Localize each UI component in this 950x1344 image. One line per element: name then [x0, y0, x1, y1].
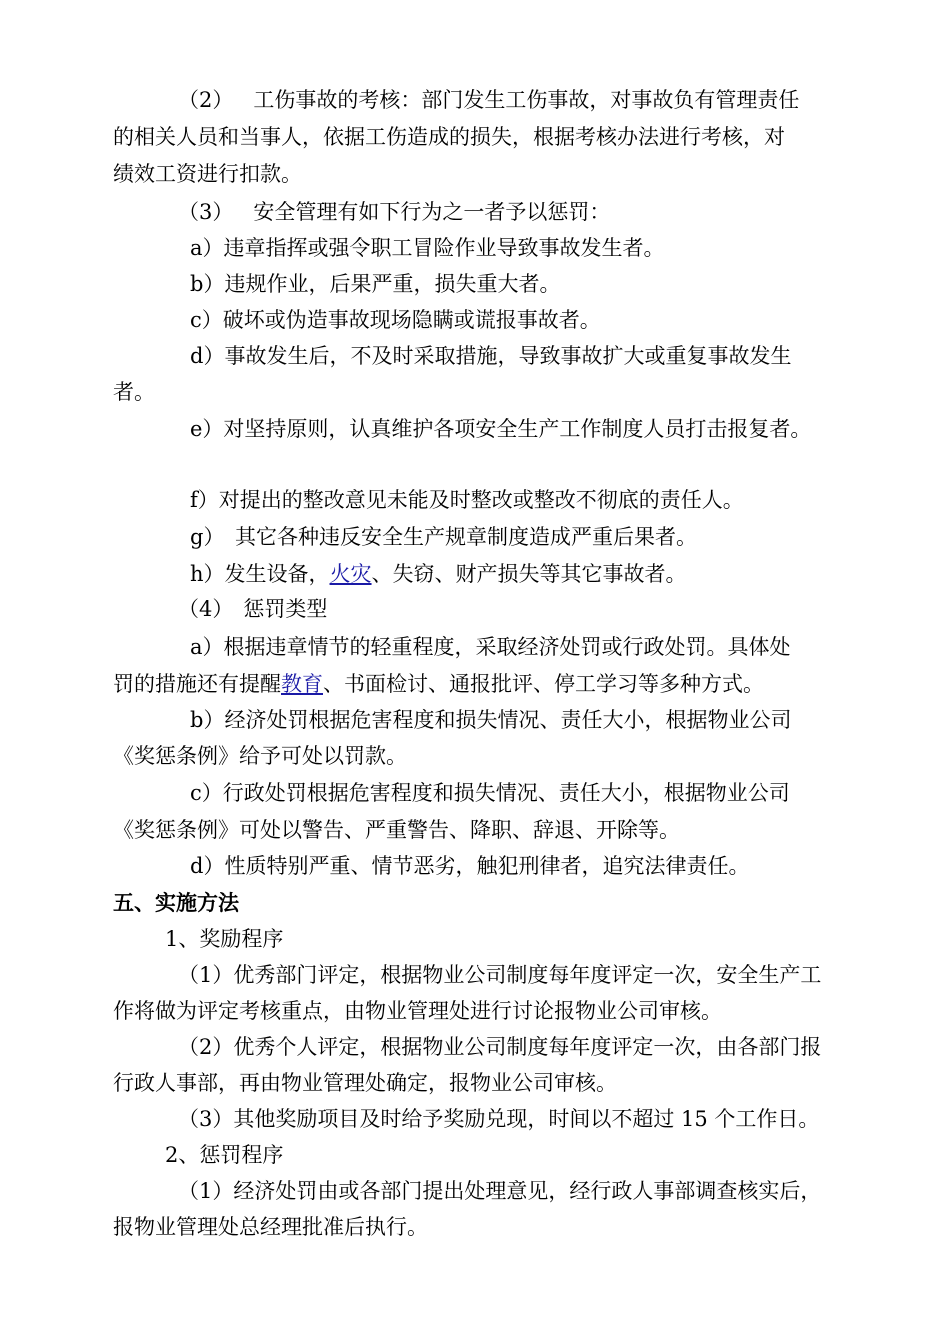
para-3-3-number: （3）	[178, 200, 234, 224]
para-3-2-line-1: （2） 工伤事故的考核：部门发生工伤事故，对事故负有管理责任	[178, 88, 800, 112]
item-3-3-c: c）破坏或伪造事故现场隐瞒或谎报事故者。	[190, 308, 601, 332]
item-3-4-b-line-2: 《奖惩条例》给予可处以罚款。	[113, 744, 407, 768]
education-link[interactable]: 教育	[281, 672, 323, 696]
reward-item-1-line-2: 作将做为评定考核重点，由物业管理处进行讨论报物业公司审核。	[113, 999, 722, 1023]
reward-item-2-line-1: （2）优秀个人评定，根据物业公司制度每年度评定一次，由各部门报	[178, 1035, 822, 1059]
item-3-3-e: e）对坚持原则，认真维护各项安全生产工作制度人员打击报复者。	[190, 417, 812, 441]
subsection-punishment-procedure: 2、惩罚程序	[165, 1143, 284, 1167]
item-3-3-a: a）违章指挥或强令职工冒险作业导致事故发生者。	[190, 236, 665, 260]
reward-item-1-line-1: （1）优秀部门评定，根据物业公司制度每年度评定一次，安全生产工	[178, 963, 822, 987]
subsection-reward-procedure: 1、奖励程序	[165, 927, 284, 951]
para-3-3-heading: （3） 安全管理有如下行为之一者予以惩罚：	[178, 200, 611, 224]
punishment-item-1-line-1: （1）经济处罚由或各部门提出处理意见，经行政人事部调查核实后，	[178, 1179, 822, 1203]
item-3-4-b-line-1: b）经济处罚根据危害程度和损失情况、责任大小，根据物业公司	[190, 708, 792, 732]
reward-item-2-line-2: 行政人事部，再由物业管理处确定，报物业公司审核。	[113, 1071, 617, 1095]
item-3-4-d: d）性质特别严重、情节恶劣，触犯刑律者，追究法律责任。	[190, 854, 750, 878]
reward-item-3: （3）其他奖励项目及时给予奖励兑现，时间以不超过 15 个工作日。	[178, 1107, 820, 1131]
item-3-3-b: b）违规作业，后果严重，损失重大者。	[190, 272, 561, 296]
item-3-4-c-line-2: 《奖惩条例》可处以警告、严重警告、降职、辞退、开除等。	[113, 818, 680, 842]
item-3-4-a-line-1: a）根据违章情节的轻重程度，采取经济处罚或行政处罚。具体处	[190, 635, 791, 659]
item-3-3-h: h）发生设备，火灾、失窃、财产损失等其它事故者。	[190, 562, 687, 586]
item-3-4-a-line-2: 罚的措施还有提醒教育、书面检讨、通报批评、停工学习等多种方式。	[113, 672, 764, 696]
para-3-4-number: （4）	[178, 597, 234, 621]
para-3-2-line-3: 绩效工资进行扣款。	[113, 162, 302, 186]
item-3-4-c-line-1: c）行政处罚根据危害程度和损失情况、责任大小，根据物业公司	[190, 781, 790, 805]
item-3-3-d-line-2: 者。	[113, 380, 155, 404]
para-3-2-number: （2）	[178, 88, 234, 112]
punishment-item-1-line-2: 报物业管理处总经理批准后执行。	[113, 1215, 428, 1239]
para-3-2-line-2: 的相关人员和当事人，依据工伤造成的损失，根据考核办法进行考核，对	[113, 125, 785, 149]
item-3-3-d-line-1: d）事故发生后，不及时采取措施，导致事故扩大或重复事故发生	[190, 344, 792, 368]
item-3-3-f: f）对提出的整改意见未能及时整改或整改不彻底的责任人。	[190, 488, 744, 512]
section-5-title: 五、实施方法	[113, 890, 239, 915]
item-3-3-g: g） 其它各种违反安全生产规章制度造成严重后果者。	[190, 525, 697, 549]
fire-link[interactable]: 火灾	[329, 562, 372, 586]
para-3-4-heading: （4） 惩罚类型	[178, 597, 328, 621]
